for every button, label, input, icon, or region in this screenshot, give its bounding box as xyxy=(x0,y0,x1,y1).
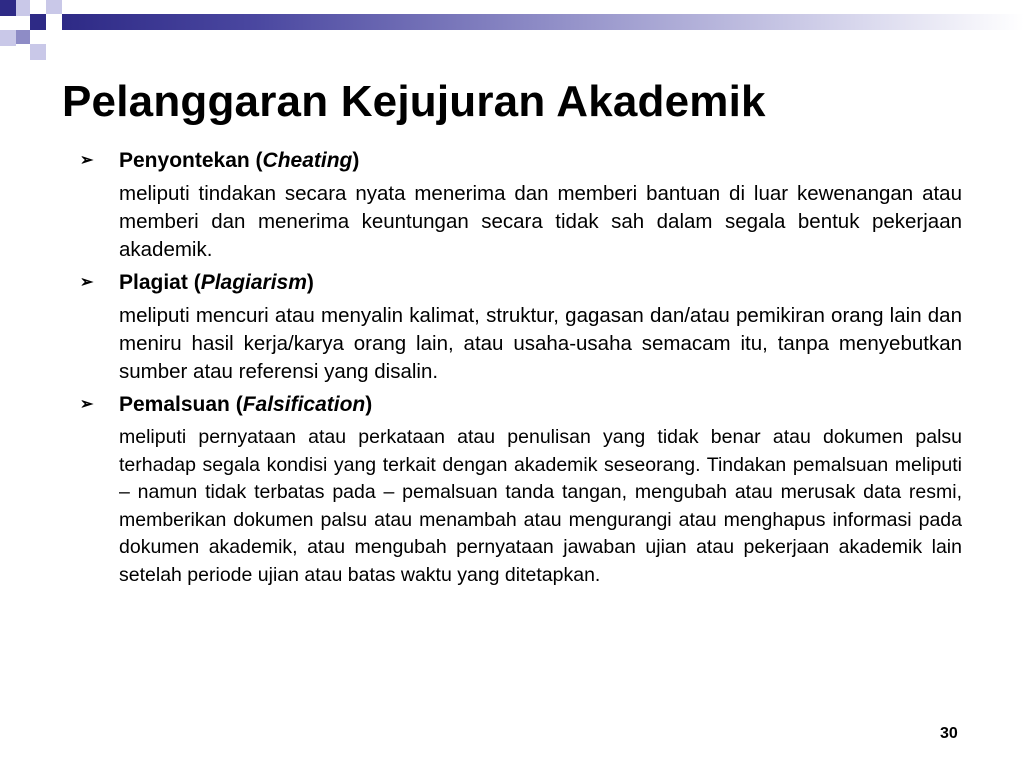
item-label: Pemalsuan ( xyxy=(119,393,243,416)
decor-square xyxy=(30,44,46,60)
item-description: meliputi tindakan secara nyata menerima dan memberi bantuan di luar kewenangan atau memberi dan menerima keuntungan secara tidak sah dalam segala bentuk pekerjaan akademik. xyxy=(119,182,962,261)
item-label: Penyontekan ( xyxy=(119,149,263,172)
title-bar-gradient xyxy=(62,14,1024,30)
item-label-close: ) xyxy=(306,271,314,294)
item-heading xyxy=(80,390,962,420)
item-term: Cheating xyxy=(262,149,353,172)
arrow-bullet-icon: ➢ xyxy=(80,152,94,169)
decor-square xyxy=(16,0,30,16)
item-description: meliputi pernyataan atau perkataan atau penulisan yang tidak benar atau dokumen palsu terhadap segala kondisi yang terkait dengan akademik seseorang. Tindakan pemalsuan meliputi – namun tidak terbatas pada – pemalsuan tanda tangan, mengubah atau merusak data resmi, memberikan dokumen palsu atau menambah atau mengurangi atau menghapus informasi pada dokumen akademik, atau mengubah pernyataan jawaban ujian atau pekerjaan akademik lain setelah periode ujian atau batas waktu yang ditetapkan. xyxy=(119,426,962,586)
item-term: Plagiarism xyxy=(200,271,307,294)
item-label: Plagiat ( xyxy=(119,271,201,294)
decor-square xyxy=(16,30,30,44)
list-item-falsification xyxy=(80,390,962,589)
item-label-close: ) xyxy=(352,149,360,172)
list-item-plagiarism xyxy=(80,268,962,386)
arrow-bullet-icon: ➢ xyxy=(80,274,94,291)
item-description: meliputi mencuri atau menyalin kalimat, struktur, gagasan dan/atau pemikiran orang lain dan meniru hasil kerja/karya orang lain, atau usaha-usaha semacam itu, tanpa menyebutkan sumber atau referensi yang disalin. xyxy=(119,304,962,383)
arrow-bullet-icon: ➢ xyxy=(80,396,94,413)
decor-square xyxy=(46,0,62,14)
item-term: Falsification xyxy=(242,393,366,416)
decor-square xyxy=(0,0,16,16)
item-label-close: ) xyxy=(365,393,373,416)
bullet-list xyxy=(80,146,962,593)
decor-square xyxy=(0,30,16,46)
decor-square xyxy=(30,14,46,30)
item-heading xyxy=(80,268,962,298)
list-item-cheating xyxy=(80,146,962,264)
page-number: 30 xyxy=(940,725,958,742)
slide-title: Pelanggaran Kejujuran Akademik xyxy=(62,77,766,126)
item-heading xyxy=(80,146,962,176)
